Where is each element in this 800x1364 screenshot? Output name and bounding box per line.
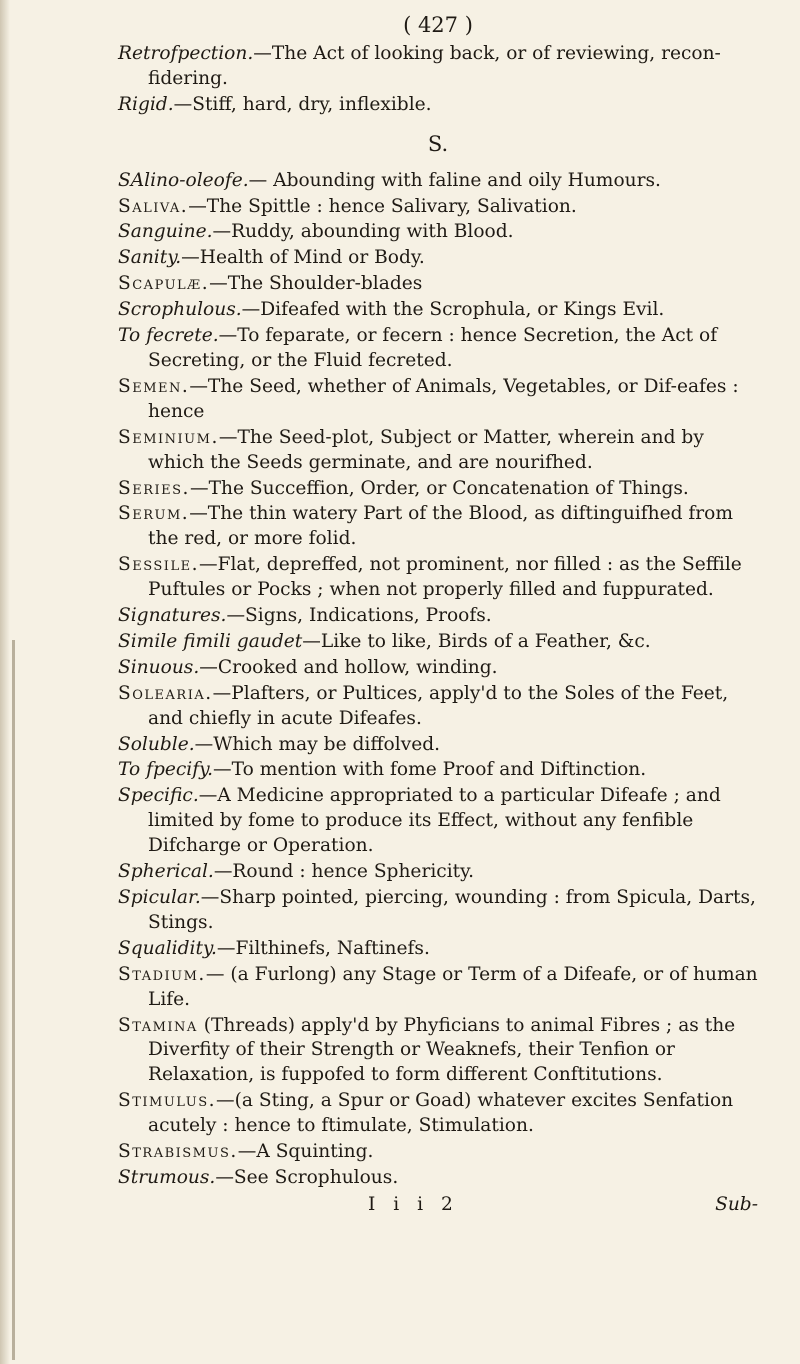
dictionary-entry <box>118 298 758 323</box>
entry-definition: —Health of Mind or Body. <box>181 247 425 269</box>
entry-headword: Scrophulous. <box>118 299 242 321</box>
entry-headword: Scapulæ. <box>118 273 210 295</box>
dictionary-entry <box>118 195 758 220</box>
entries-s <box>118 169 758 1191</box>
entry-definition: —To mention with fome Proof and Diftinction. <box>213 759 647 781</box>
dictionary-entry <box>118 860 758 885</box>
entry-definition: —The Seed, whether of Animals, Vegetables, or Dif-eafes : hence <box>148 375 739 422</box>
binding-line <box>12 640 15 1360</box>
dictionary-entry <box>118 682 758 732</box>
dictionary-entry <box>118 272 758 297</box>
dictionary-entry <box>118 656 758 681</box>
dictionary-entry <box>118 1140 758 1165</box>
entry-definition: — Abounding with faline and oily Humours. <box>248 169 661 191</box>
entry-headword: SAlino-oleofe. <box>118 169 249 191</box>
entry-definition: —The Succeffion, Order, or Concatenation of Things. <box>189 477 689 499</box>
entry-headword: Specific. <box>118 785 199 807</box>
entry-headword: Sinuous. <box>118 656 200 678</box>
entry-headword: Stamina <box>118 1014 198 1036</box>
entry-headword: Saliva. <box>118 195 189 217</box>
page-number: ( 427 ) <box>403 13 473 37</box>
page-footer <box>118 1193 758 1218</box>
dictionary-entry <box>118 220 758 245</box>
dictionary-entry <box>118 93 758 118</box>
entry-headword: Squalidity. <box>118 937 217 959</box>
entry-definition: —To feparate, or fecern : hence Secretion, the Act of Secreting, or the Fluid fecreted. <box>148 325 718 371</box>
entry-definition: —The Spittle : hence Salivary, Salivation. <box>188 195 577 217</box>
dictionary-entry <box>118 502 758 552</box>
entry-definition: —Sharp pointed, piercing, wounding : from Spicula, Darts, Stings. <box>148 887 756 933</box>
entry-headword: Seminium. <box>118 426 219 448</box>
dictionary-entry <box>118 477 758 502</box>
entry-definition: —Flat, depreffed, not prominent, nor filled : as the Seffile Puftules or Pocks ; when not properly filled and fuppurated. <box>148 554 742 601</box>
dictionary-entry <box>118 42 758 92</box>
entry-headword: Spicular. <box>118 887 201 908</box>
entry-definition: —See Scrophulous. <box>215 1166 399 1188</box>
entry-headword: Stadium. <box>118 963 206 985</box>
dictionary-entry <box>118 784 758 859</box>
entry-headword: Strabismus. <box>118 1141 238 1163</box>
entry-definition: —Like to like, Birds of a Feather, &c. <box>302 630 651 652</box>
entry-headword: To fecrete. <box>118 325 219 347</box>
entry-definition: (Threads) apply'd by Phyficians to animal Fibres ; as the Diverfity of their Strength or Weaknefs, their Tenfion or Relaxation, is fuppofed to form different Conftitutions. <box>148 1014 736 1086</box>
dictionary-entry <box>118 937 758 962</box>
entry-headword: Series. <box>118 477 190 499</box>
entry-definition: —Which may be diffolved. <box>194 733 441 755</box>
dictionary-entry <box>118 963 758 1013</box>
entry-definition: —Difeafed with the Scrophula, or Kings Evil. <box>241 299 665 321</box>
entry-definition: —Filthinefs, Naftinefs. <box>216 937 430 959</box>
dictionary-entry <box>118 553 758 603</box>
entry-headword: Sanguine. <box>118 221 213 243</box>
dictionary-entry <box>118 426 758 476</box>
entry-definition: —The thin watery Part of the Blood, as diftinguifhed from the red, or more folid. <box>148 503 734 550</box>
entry-headword: Simile fimili gaudet <box>118 630 303 652</box>
dictionary-entry <box>118 630 758 655</box>
page-edge-shadow <box>0 0 10 1364</box>
dictionary-entry <box>118 1014 758 1089</box>
entries-r <box>118 42 758 118</box>
signature-mark: I i i 2 <box>368 1193 459 1215</box>
dictionary-entry <box>118 246 758 271</box>
dictionary-entry <box>118 169 758 194</box>
entry-definition: — (a Furlong) any Stage or Term of a Difeafe, or of human Life. <box>148 963 758 1010</box>
entry-headword: To fpecify. <box>118 759 214 781</box>
dictionary-entry <box>118 375 758 425</box>
entry-definition: —(a Sting, a Spur or Goad) whatever excites Senfation acutely : hence to ftimulate, Stimulation. <box>148 1090 734 1137</box>
entry-headword: Sessile. <box>118 554 199 576</box>
entry-definition: —A Squinting. <box>237 1141 374 1163</box>
entry-headword: Strumous. <box>118 1166 216 1188</box>
entry-headword: Serum. <box>118 503 190 525</box>
entry-headword: Rigid. <box>118 93 174 115</box>
dictionary-entry <box>118 886 758 936</box>
entry-headword: Spherical. <box>118 861 214 883</box>
entry-headword: Semen. <box>118 375 190 397</box>
dictionary-entry <box>118 1089 758 1139</box>
dictionary-entry <box>118 604 758 629</box>
page <box>118 8 758 1218</box>
catchword: Sub- <box>715 1193 758 1215</box>
entry-definition: —A Medicine appropriated to a particular Difeafe ; and limited by fome to produce its Effect, without any fenfible Difcharge or Operation. <box>148 785 721 857</box>
entry-definition: —Ruddy, abounding with Blood. <box>212 221 514 243</box>
entry-definition: —The Shoulder-blades <box>209 273 423 295</box>
dictionary-entry <box>118 324 758 374</box>
dictionary-entry <box>118 733 758 758</box>
entry-headword: Sanity. <box>118 247 182 269</box>
dictionary-entry <box>118 758 758 783</box>
entry-definition: —Round : hence Sphericity. <box>213 861 475 883</box>
entry-definition: —The Act of looking back, or of reviewing, recon-fidering. <box>148 43 721 89</box>
entry-headword: Retrofpection. <box>118 43 254 64</box>
entry-headword: Stimulus. <box>118 1090 217 1112</box>
entry-definition: —Signs, Indications, Proofs. <box>226 605 492 627</box>
entry-headword: Solearia. <box>118 682 213 704</box>
entry-definition: —Stiff, hard, dry, inflexible. <box>173 93 432 115</box>
entry-headword: Soluble. <box>118 733 195 755</box>
dictionary-entry <box>118 1166 758 1191</box>
entry-headword: Signatures. <box>118 605 227 627</box>
entry-definition: —Crooked and hollow, winding. <box>199 656 498 678</box>
entry-definition: —The Seed-plot, Subject or Matter, wherein and by which the Seeds germinate, and are nourifhed. <box>148 426 704 473</box>
section-letter: S. <box>427 131 449 156</box>
entry-definition: —Plafters, or Pultices, apply'd to the Soles of the Feet, and chiefly in acute Difeafes. <box>148 682 729 729</box>
